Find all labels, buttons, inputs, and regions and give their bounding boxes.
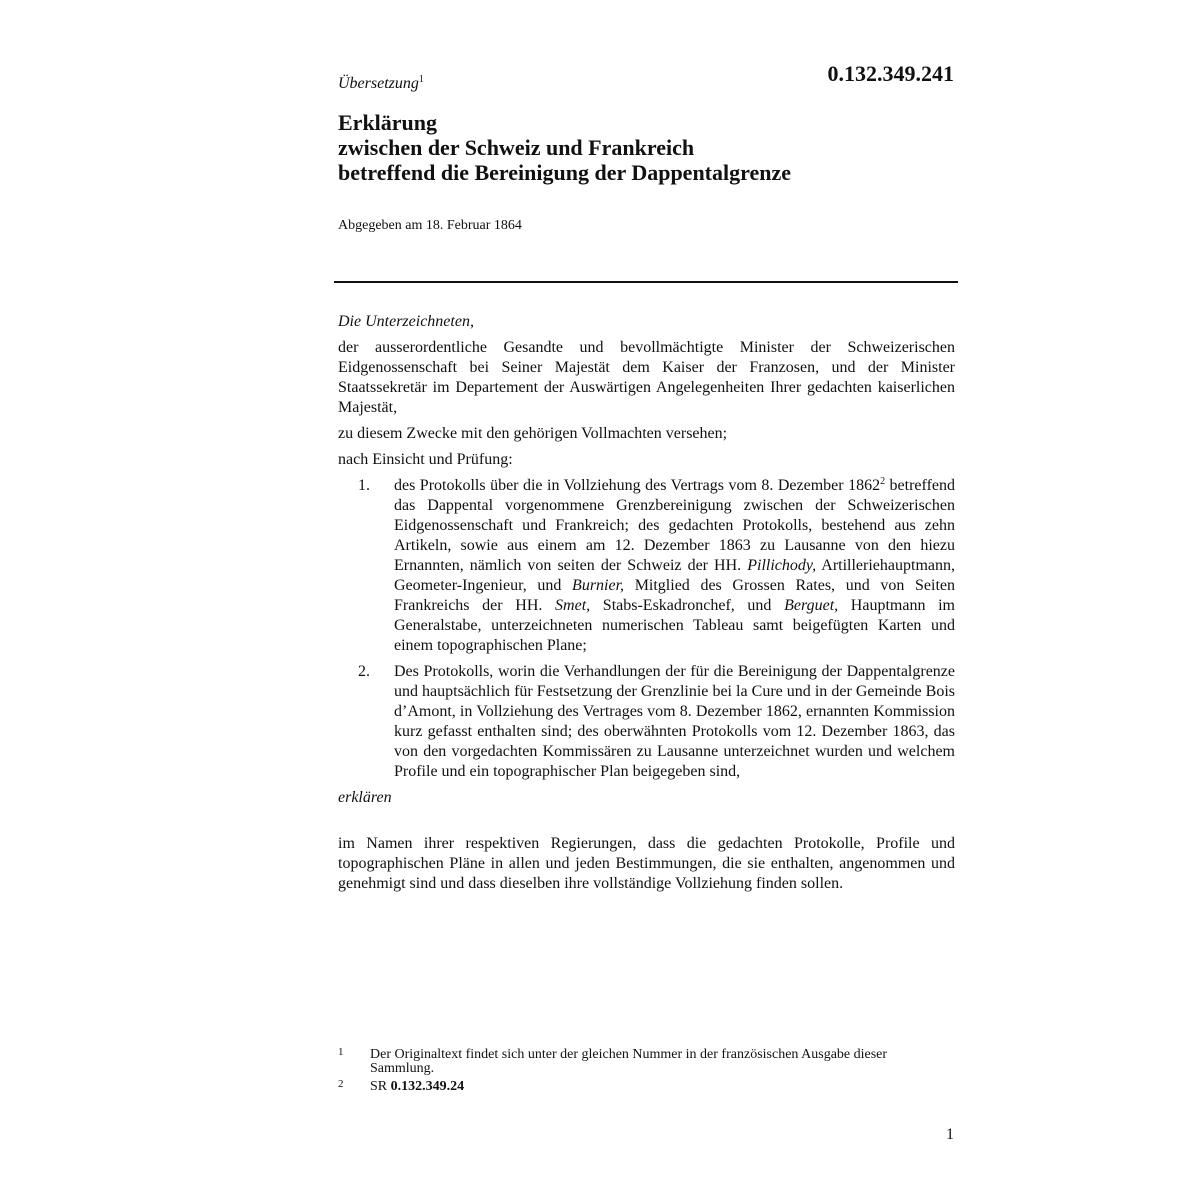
spacer [338,814,955,834]
issued-date: Abgegeben am 18. Februar 1864 [338,218,522,233]
footnote-number: 2 [338,1078,344,1090]
list-item-text: Hauptmann im Generalstabe, unterzeichneten numerischen Tableau samt beigefügten Karten und einem topographischen Plane; [394,597,956,654]
list-item-text: Des Protokolls, worin die Verhandlungen der für die Bereinigung der Dappentalgrenze und hauptsächlich für Festsetzung der Grenzlinie bei la Cure und in der Gemeinde Bois d’Amont, in Vollziehung des Vertrages vom 8. Dezember 1862, ernannten Kommission kurz gefasst enthalten sind; des oberwähnten Protokolls vom 12. Dezember 1863, das von den vorgedachten Kommissären zu Lausanne unterzeichnet wurden und welchem Profile und ein topographischer Plan beigegeben sind, [394,663,955,780]
person-name: Berguet, [784,597,839,614]
footnote-number: 1 [338,1046,344,1058]
person-name: Pillichody, [747,557,817,574]
footnote-prefix: SR [370,1079,391,1094]
paragraph-closing: im Namen ihrer respektiven Regierungen, dass die gedachten Protokolle, Profile und topographischen Pläne in allen und jeden Bestimmungen, die sie enthalten, angenommen und genehmigt sind und dass dieselben ihre vollständige Vollziehung finden sollen. [338,835,955,892]
footnote-2 [338,1080,938,1094]
footnote-sr-reference[interactable]: 0.132.349.24 [390,1079,465,1094]
sr-number: 0.132.349.241 [827,61,954,86]
list-item-text: Stabs-Eskadronchef, und [590,597,785,614]
list-item-text: Mitglied des Grossen Rates, und von Seiten Frankreichs der HH. [394,577,955,614]
title-line-1: Erklärung [338,110,438,135]
list-item-text: betreffend das Dappental vorgenommene Grenzbereinigung zwischen der Schweizerischen Eidgenossenschaft und Frankreich; des gedachten Protokolls, bestehend aus zehn Artikeln, sowie aus einem am 12. Dezember 1863 zu Lausanne von den hiezu Ernannten, nämlich von seiten der Schweiz der HH. [394,477,956,574]
title-line-3: betreffend die Bereinigung der Dappentalgrenze [338,160,792,185]
list-item-number: 1. [358,477,370,494]
list-item [338,476,955,656]
paragraph-powers: zu diesem Zwecke mit den gehörigen Vollmachten versehen; [338,425,728,442]
footnote-ref-2[interactable]: 2 [880,476,886,487]
page-number: 1 [946,1126,954,1143]
declare-line: erklären [338,789,392,806]
footnote-ref-1[interactable]: 1 [418,74,424,85]
translation-label: Übersetzung [338,75,419,92]
paragraph-review: nach Einsicht und Prüfung: [338,451,513,468]
document-title [338,110,958,185]
intro-line: Die Unterzeichneten, [338,313,474,330]
person-name: Smet, [555,597,591,614]
list-item-number: 2. [358,663,370,680]
title-line-2: zwischen der Schweiz und Frankreich [338,135,695,160]
document-body [338,312,955,900]
translation-note [338,74,424,93]
person-name: Burnier, [572,577,625,594]
paragraph-signatories: der ausserordentliche Gesandte und bevollmächtigte Minister der Schweizerischen Eidgenossenschaft bei Seiner Majestät dem Kaiser der Franzosen, und der Minister Staatssekretär im Departement der Auswärtigen Angelegenheiten Ihrer gedachten kaiserlichen Majestät, [338,339,955,416]
list-item-text: Artilleriehauptmann, Geometer-Ingenieur, und [394,557,955,594]
protocol-list [338,476,955,782]
title-divider [334,281,958,283]
footnote-text: Der Originaltext findet sich unter der gleichen Nummer in der französischen Ausgabe dieser Sammlung. [370,1047,888,1076]
footnotes [338,1048,938,1098]
list-item [338,662,955,782]
footnote-1 [338,1048,938,1076]
list-item-text: des Protokolls über die in Vollziehung des Vertrags vom 8. Dezember 1862 [394,477,881,494]
